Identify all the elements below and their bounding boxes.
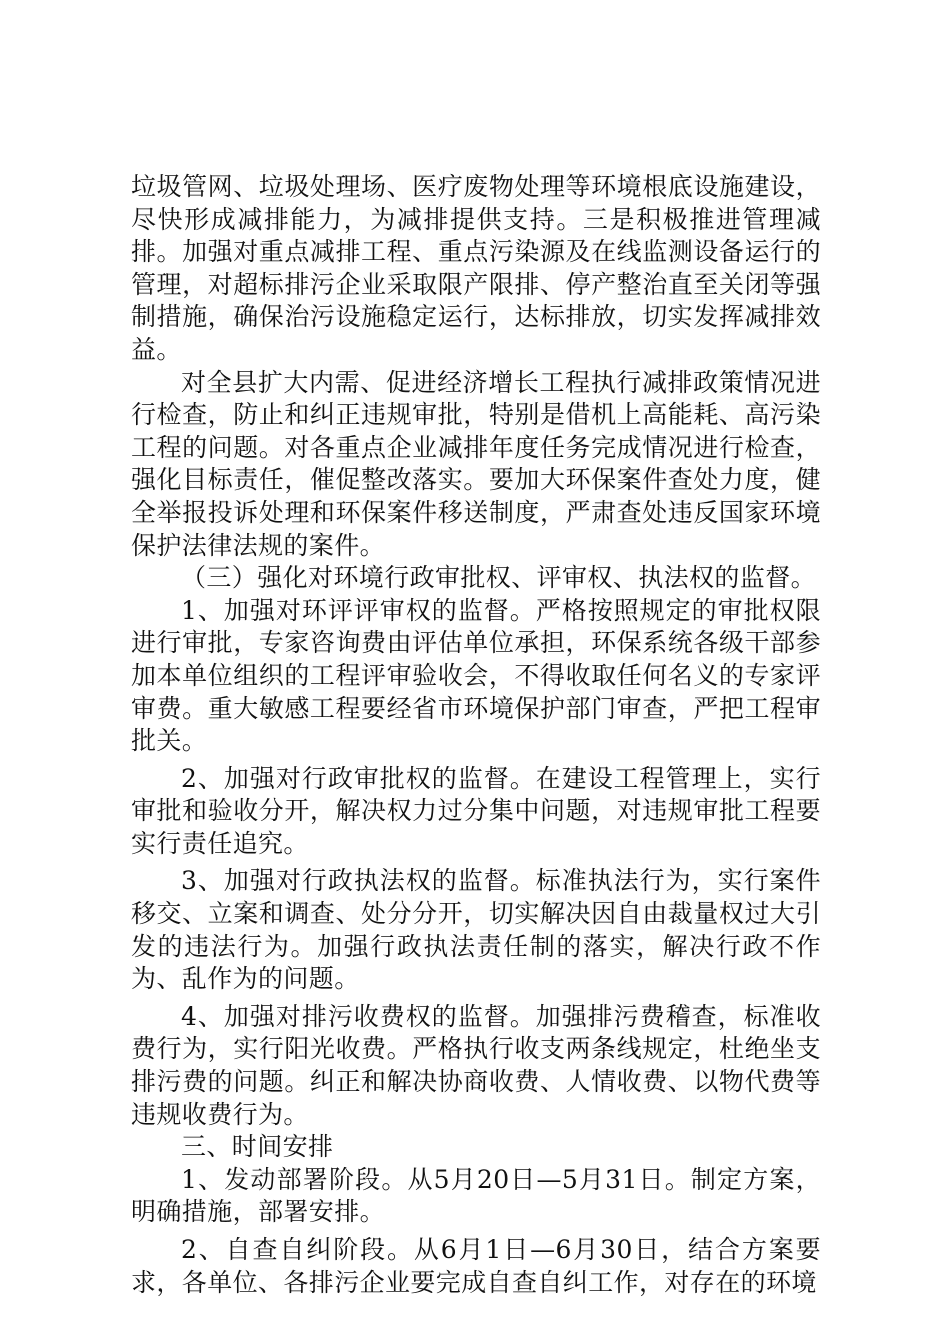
- section-heading-supervision: （三）强化对环境行政审批权、评审权、执法权的监督。: [181, 563, 817, 593]
- paragraph-item-3: 3、加强对行政执法权的监督。标准执法行为，实行案件移交、立案和调查、处分分开，切实解决因自由裁量权过大引发的违法行为。加强行政执法责任制的落实，解决行政不作为、乱作为的问题。: [131, 866, 821, 994]
- paragraph-schedule-2: 2、自查自纠阶段。从6月1日—6月30日，结合方案要求，各单位、各排污企业要完成自查自纠工作，对存在的环境: [131, 1235, 821, 1297]
- paragraph-item-1: 1、加强对环评评审权的监督。严格按照规定的审批权限进行审批，专家咨询费由评估单位承担，环保系统各级干部参加本单位组织的工程评审验收会，不得收取任何名义的专家评审费。重大敏感工程要经省市环境保护部门审查，严把工程审批关。: [131, 595, 821, 756]
- paragraph-schedule-1: 1、发动部署阶段。从5月20日—5月31日。制定方案，明确措施，部署安排。: [131, 1164, 821, 1227]
- document-body: [131, 171, 821, 1299]
- paragraph-item-2: 2、加强对行政审批权的监督。在建设工程管理上，实行审批和验收分开，解决权力过分集中问题，对违规审批工程要实行责任追究。: [131, 763, 821, 858]
- paragraph-item-4: 4、加强对排污收费权的监督。加强排污费稽查，标准收费行为，实行阳光收费。严格执行收支两条线规定，杜绝坐支排污费的问题。纠正和解决协商收费、人情收费、以物代费等违规收费行为。: [131, 1001, 821, 1129]
- paragraph-continuation: 垃圾管网、垃圾处理场、医疗废物处理等环境根底设施建设，尽快形成减排能力，为减排提供支持。三是积极推进管理减排。加强对重点减排工程、重点污染源及在线监测设备运行的管理，对超标排污企业采取限产限排、停产整治直至关闭等强制措施，确保治污设施稳定运行，达标排放，切实发挥减排效益。: [131, 172, 821, 364]
- paragraph-inspection: 对全县扩大内需、促进经济增长工程执行减排政策情况进行检查，防止和纠正违规审批，特别是借机上高能耗、高污染工程的问题。对各重点企业减排年度任务完成情况进行检查，强化目标责任，催促整改落实。要加大环保案件查处力度，健全举报投诉处理和环保案件移送制度，严肃查处违反国家环境保护法律法规的案件。: [131, 367, 821, 560]
- section-heading-schedule: 三、时间安排: [181, 1132, 334, 1162]
